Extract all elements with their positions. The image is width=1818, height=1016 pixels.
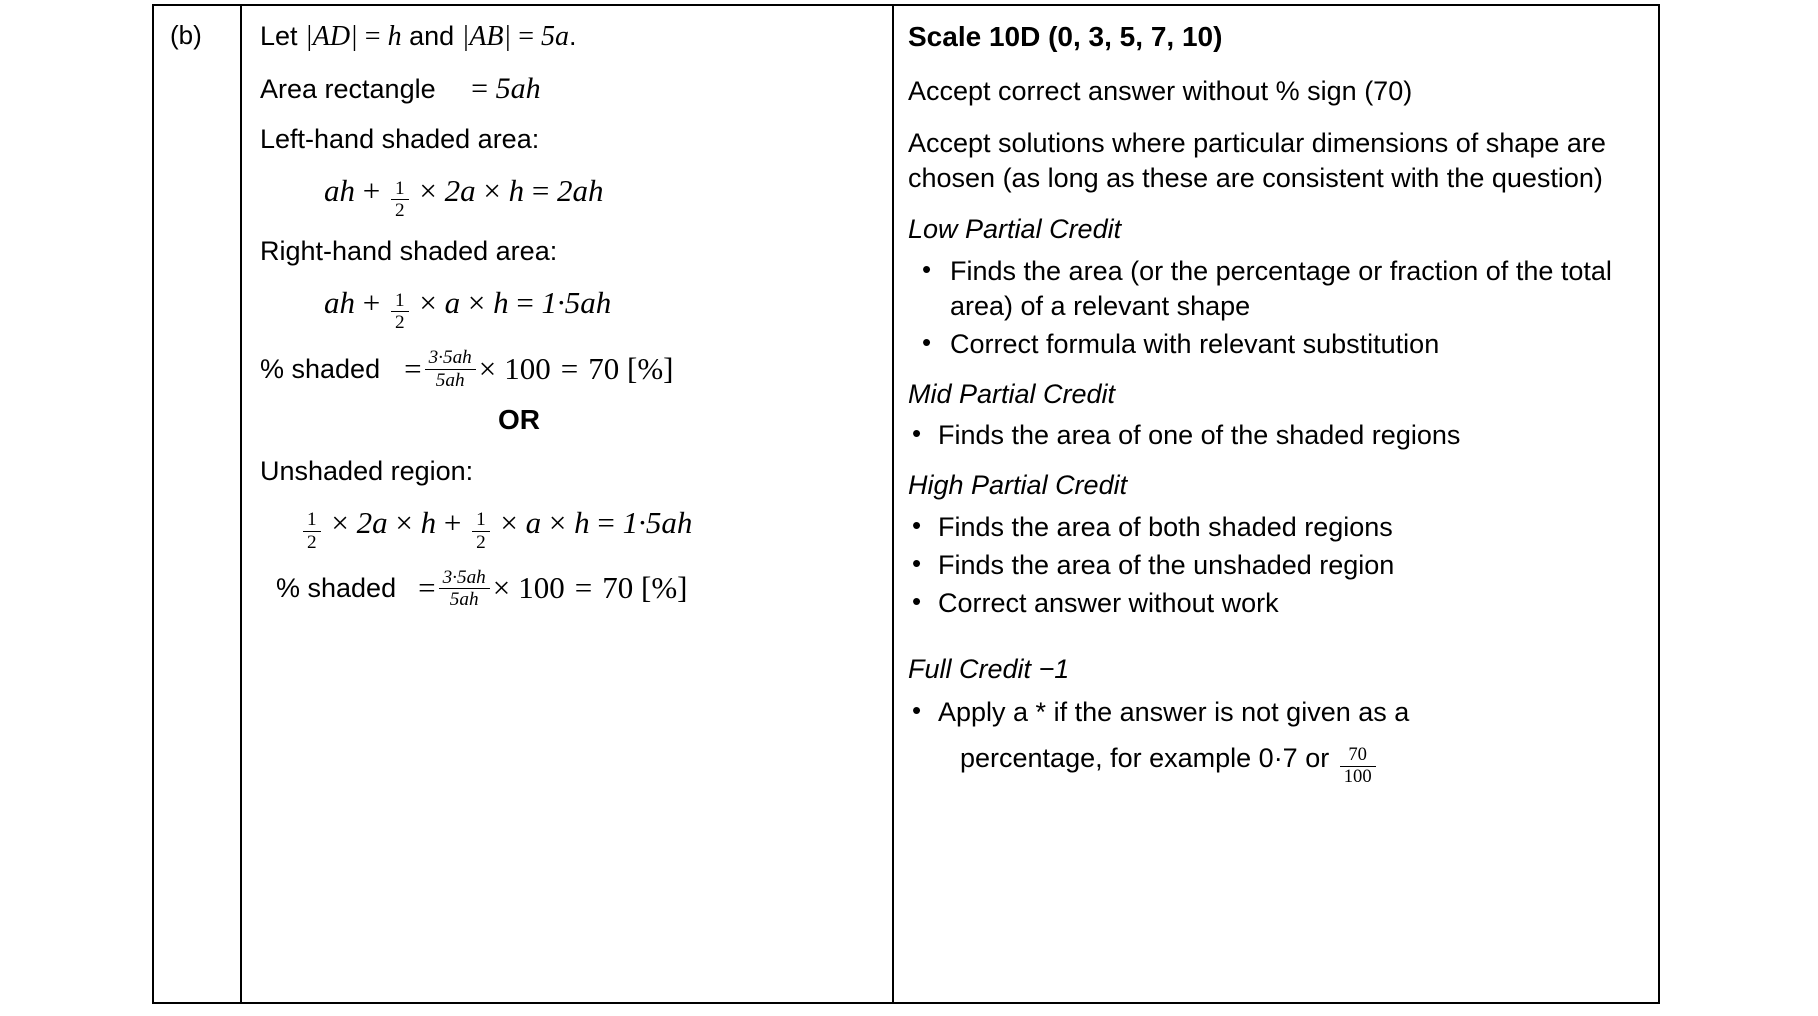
low-partial-credit-title: Low Partial Credit [908, 214, 1122, 245]
equation-right-hand-shaded [260, 286, 878, 332]
pct2-expression [418, 568, 687, 609]
un-times-4: × [548, 504, 567, 540]
full-credit-bullet-line-1: Apply a * if the answer is not given as a [938, 697, 1410, 728]
lh-half-denominator: 2 [391, 199, 409, 220]
rh-term1: ah [324, 285, 355, 321]
un-half-fraction-1 [303, 510, 321, 551]
pct1-numerator: 3·5ah [428, 347, 472, 369]
pct1-label: % shaded [260, 353, 381, 384]
un-half-2-numerator: 1 [476, 509, 486, 531]
un-result: 1·5ah [622, 504, 693, 540]
pct1-fraction [425, 348, 476, 389]
let-period: . [569, 21, 577, 51]
pct1-equals: = [404, 351, 422, 387]
un-times-3: × [500, 504, 518, 540]
hundred-denominator: 100 [1340, 766, 1376, 787]
percent-shaded-row-1 [260, 348, 878, 389]
pct1-denominator: 5ah [425, 369, 476, 390]
lh-half-fraction [391, 179, 409, 220]
equation-unshaded-region [260, 506, 878, 552]
mid-partial-credit-list [908, 418, 1642, 453]
pct1-equals-2: = [560, 351, 579, 387]
pct2-times: × [492, 570, 511, 606]
seventy-over-hundred-fraction [1340, 746, 1376, 786]
un-plus: + [443, 504, 462, 540]
pct2-denominator: 5ah [439, 588, 490, 609]
full-credit-title: Full Credit −1 [908, 654, 1070, 685]
pct2-label: % shaded [276, 572, 397, 603]
percent-shaded-row-2 [260, 568, 878, 609]
area-rectangle-label: Area rectangle [260, 74, 436, 105]
un-term1: 2a [356, 504, 388, 540]
let-five-a: 5a [541, 21, 570, 52]
list-item: • Correct formula with relevant substitution [908, 327, 1642, 362]
solution-column [242, 6, 894, 1002]
un-times-1: × [331, 504, 349, 540]
lh-half-numerator: 1 [394, 177, 405, 199]
rh-times-2: × [467, 285, 486, 321]
abs-ad: |AD| [305, 21, 358, 52]
lh-times-2: × [483, 173, 501, 209]
un-times-2: × [395, 504, 413, 540]
rh-half-denominator: 2 [391, 311, 409, 332]
solution-line-area-rectangle [260, 71, 878, 106]
un-half-fraction-2 [472, 510, 490, 551]
scheme-note-1: Accept correct answer without % sign (70) [908, 75, 1413, 106]
list-item: • Finds the area of the unshaded region [908, 548, 1642, 583]
part-label: (b) [170, 20, 202, 50]
un-equals: = [597, 504, 615, 540]
lh-term3: h [508, 173, 525, 209]
high-partial-credit-list [908, 510, 1642, 621]
let-h: h [387, 21, 402, 52]
rh-half-numerator: 1 [394, 289, 405, 311]
rh-term2: a [444, 285, 461, 321]
rh-equals: = [516, 285, 534, 321]
equation-left-hand-shaded [260, 174, 878, 220]
un-half-1-denominator: 2 [303, 531, 321, 552]
lh-result: 2ah [557, 173, 604, 209]
pct1-expression [404, 348, 673, 389]
pct1-times: × [478, 351, 497, 387]
mid-partial-credit-title: Mid Partial Credit [908, 378, 1116, 409]
rh-plus: + [362, 285, 381, 321]
label-unshaded-region: Unshaded region: [260, 455, 474, 486]
pct2-numerator: 3·5ah [442, 566, 486, 588]
pct1-hundred: 100 [504, 351, 551, 387]
let-equals-1: = [357, 21, 388, 52]
let-equals-2: = [511, 21, 542, 52]
high-partial-credit-title: High Partial Credit [908, 470, 1128, 501]
lh-times-1: × [419, 173, 437, 209]
un-term2: h [420, 504, 437, 540]
marking-scheme-column [894, 6, 1658, 1002]
un-term4: h [574, 504, 590, 540]
or-divider: OR [498, 403, 540, 435]
pct2-result: 70 [%] [602, 570, 688, 606]
list-item: • Finds the area of one of the shaded regions [908, 418, 1642, 453]
area-rectangle-value: 5ah [495, 72, 541, 106]
solution-line-let [260, 20, 878, 53]
area-rectangle-equals: = [471, 72, 489, 106]
pct2-equals-2: = [574, 570, 593, 606]
let-and: and [401, 21, 462, 51]
seventy-numerator: 70 [1348, 744, 1367, 765]
un-term3: a [525, 504, 542, 540]
un-half-1-numerator: 1 [307, 509, 317, 531]
pct2-equals: = [418, 570, 436, 606]
un-half-2-denominator: 2 [472, 531, 490, 552]
pct1-result: 70 [%] [588, 351, 674, 387]
list-item: • Correct answer without work [908, 586, 1642, 621]
lh-term1: ah [324, 173, 355, 209]
list-item: • Finds the area of both shaded regions [908, 510, 1642, 545]
label-right-hand-shaded: Right-hand shaded area: [260, 236, 558, 267]
full-credit-bullet-line-2 [938, 739, 1642, 787]
rh-times-1: × [419, 285, 437, 321]
lh-plus: + [362, 173, 381, 209]
pct2-fraction [439, 568, 490, 609]
rh-half-fraction [391, 291, 409, 332]
part-label-column [154, 6, 242, 1002]
rh-term3: h [493, 285, 509, 321]
full-credit-bullet [908, 693, 1642, 786]
rh-result: 1·5ah [541, 285, 612, 321]
label-left-hand-shaded: Left-hand shaded area: [260, 124, 540, 155]
scale-heading: Scale 10D (0, 3, 5, 7, 10) [908, 21, 1223, 52]
low-partial-credit-list [908, 254, 1642, 362]
lh-term2: 2a [444, 173, 476, 209]
scheme-note-2: Accept solutions where particular dimensions of shape are chosen (as long as these are consistent with the question) [908, 128, 1606, 193]
list-item: • Finds the area (or the percentage or fraction of the total area) of a relevant shape [908, 254, 1642, 324]
full-credit-bullet-line-2-text: percentage, for example 0·7 or [960, 742, 1337, 773]
let-prefix: Let [260, 21, 306, 51]
abs-ab: |AB| [461, 21, 512, 52]
pct2-hundred: 100 [518, 570, 565, 606]
marking-scheme-table [152, 4, 1660, 1004]
lh-equals: = [531, 173, 550, 209]
